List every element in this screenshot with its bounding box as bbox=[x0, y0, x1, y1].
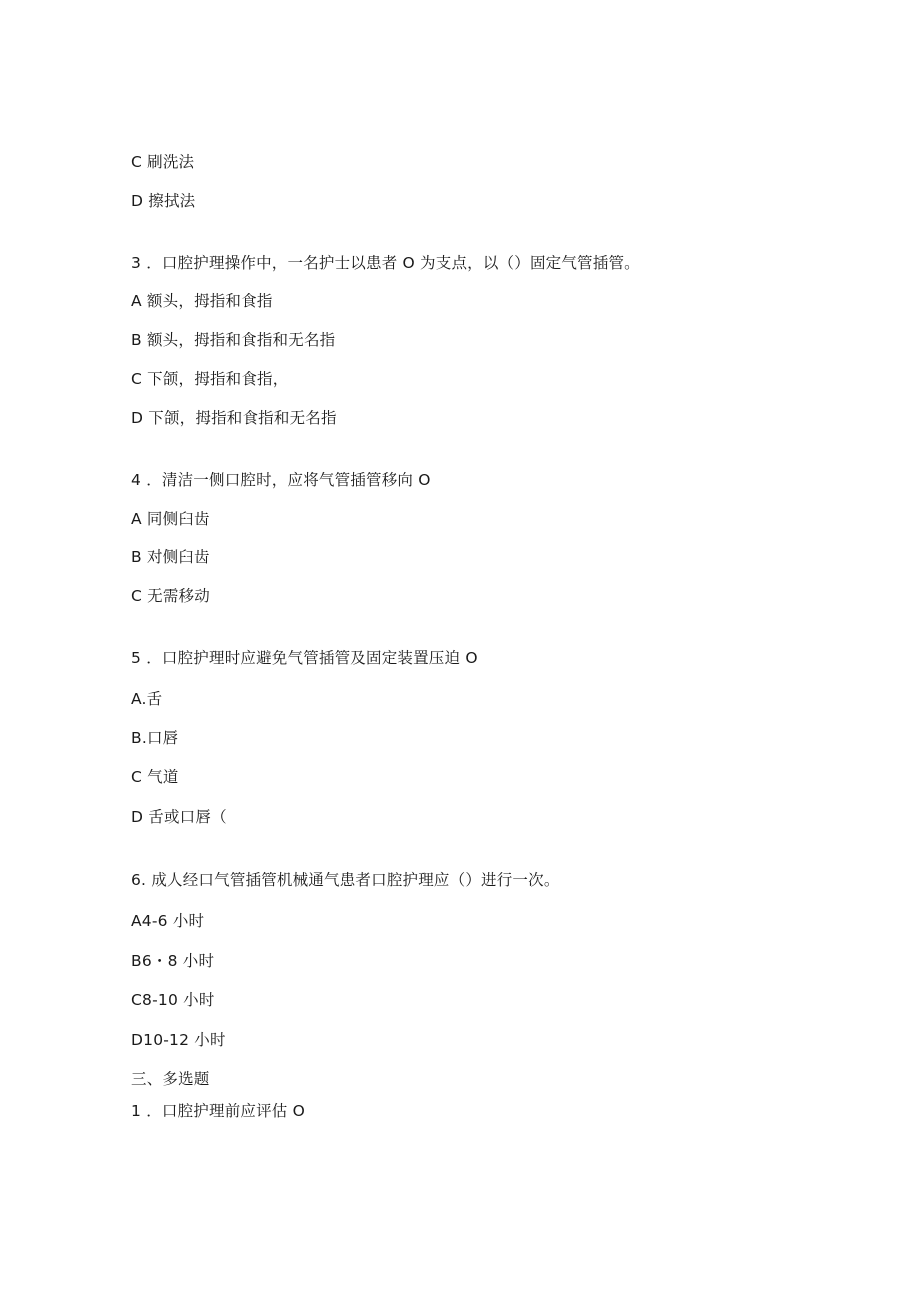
option-a-q6: A4-6 小时 bbox=[131, 912, 205, 930]
question-5: 5 ．口腔护理时应避免气管插管及固定装置压迫 O bbox=[131, 649, 478, 667]
option-b-q3: B 额头，拇指和食指和无名指 bbox=[131, 331, 336, 349]
option-d-q3: D 下颌，拇指和食指和无名指 bbox=[131, 409, 337, 427]
option-c-q3: C 下颌，拇指和食指， bbox=[131, 370, 289, 388]
question-4: 4 ．清洁一侧口腔时，应将气管插管移向 O bbox=[131, 471, 431, 489]
option-c-q2: C 刷洗法 bbox=[131, 153, 195, 171]
section-heading-multiple-choice: 三、多选题 bbox=[131, 1070, 210, 1088]
option-b-q6: B6・8 小时 bbox=[131, 952, 215, 970]
option-c-q4: C 无需移动 bbox=[131, 587, 210, 605]
option-d-q5: D 舌或口唇（ bbox=[131, 808, 227, 826]
option-d-q2: D 擦拭法 bbox=[131, 192, 196, 210]
question-multi-1: 1 ．口腔护理前应评估 O bbox=[131, 1102, 306, 1120]
option-d-q6: D10-12 小时 bbox=[131, 1031, 226, 1049]
option-a-q5: A.舌 bbox=[131, 690, 163, 708]
option-c-q6: C8-10 小时 bbox=[131, 991, 215, 1009]
option-c-q5: C 气道 bbox=[131, 768, 179, 786]
option-b-q4: B 对侧臼齿 bbox=[131, 548, 210, 566]
question-3: 3 ．口腔护理操作中，一名护士以患者 O 为支点，以（）固定气管插管。 bbox=[131, 254, 640, 272]
option-b-q5: B.口唇 bbox=[131, 729, 179, 747]
option-a-q3: A 额头，拇指和食指 bbox=[131, 292, 273, 310]
question-6: 6. 成人经口气管插管机械通气患者口腔护理应（）进行一次。 bbox=[131, 871, 560, 889]
option-a-q4: A 同侧臼齿 bbox=[131, 510, 210, 528]
